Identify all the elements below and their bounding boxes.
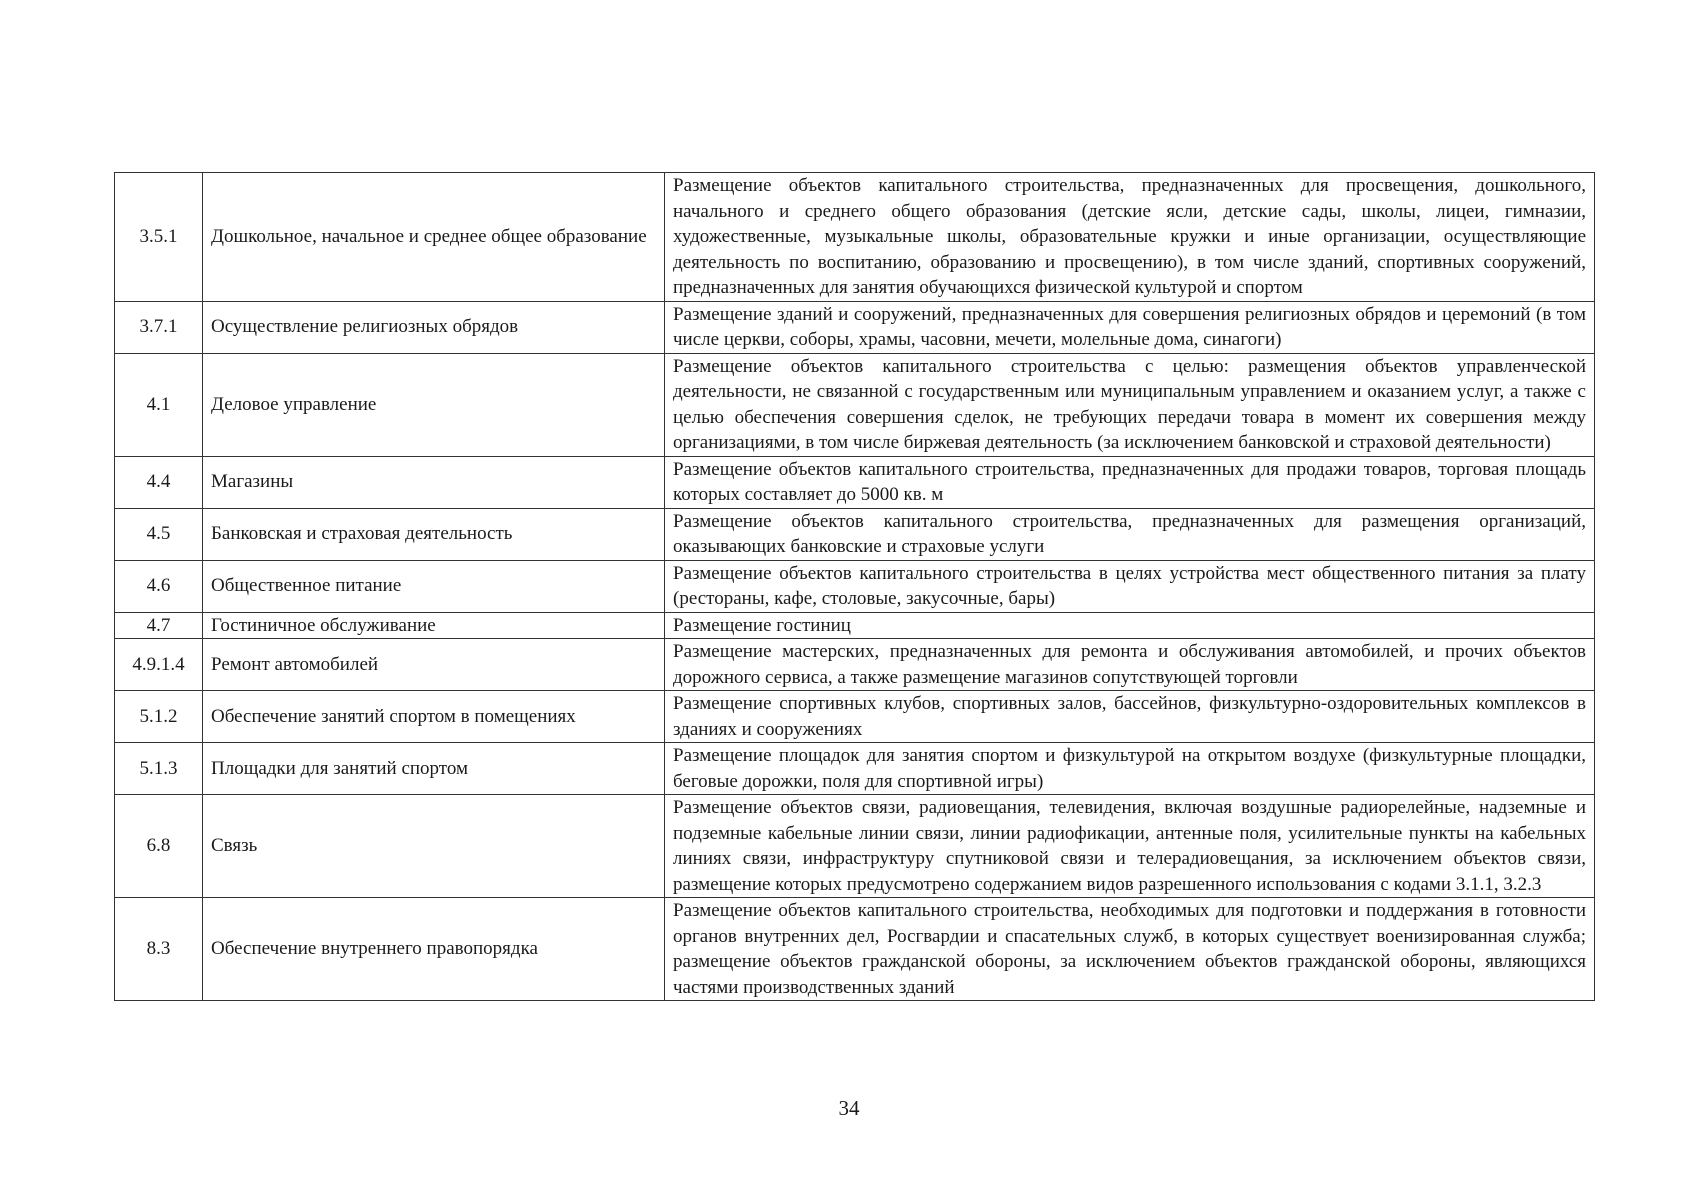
- use-name-cell: Деловое управление: [203, 353, 665, 456]
- table-row: [115, 612, 1595, 639]
- use-name-cell: Связь: [203, 795, 665, 898]
- use-description-cell: Размещение объектов капитального строительства, предназначенных для продажи товаров, торговая площадь которых составляет до 5000 кв. м: [665, 456, 1595, 508]
- use-description-cell: Размещение объектов капитального строительства, предназначенных для просвещения, дошкольного, начального и среднего общего образования (детские ясли, детские сады, школы, лицеи, гимназии, художественные, музыкальные школы, образовательные кружки и иные организации, осуществляющие деятельность по воспитанию, образованию и просвещению), в том числе зданий, спортивных сооружений, предназначенных для занятия обучающихся физической культурой и спортом: [665, 173, 1595, 302]
- use-code-cell: 3.7.1: [115, 301, 203, 353]
- table-row: [115, 301, 1595, 353]
- page-number: 34: [838, 1096, 860, 1120]
- use-name-cell: Банковская и страховая деятельность: [203, 508, 665, 560]
- use-code-cell: 4.4: [115, 456, 203, 508]
- table-row: [115, 639, 1595, 691]
- table-row: [115, 508, 1595, 560]
- table-body: [115, 173, 1595, 1001]
- land-use-table: [114, 172, 1595, 1001]
- use-name-cell: Осуществление религиозных обрядов: [203, 301, 665, 353]
- table-row: [115, 691, 1595, 743]
- use-description-cell: Размещение объектов капитального строительства, предназначенных для размещения организаций, оказывающих банковские и страховые услуги: [665, 508, 1595, 560]
- use-code-cell: 4.9.1.4: [115, 639, 203, 691]
- use-description-cell: Размещение площадок для занятия спортом и физкультурой на открытом воздухе (физкультурные площадки, беговые дорожки, поля для спортивной игры): [665, 743, 1595, 795]
- use-name-cell: Магазины: [203, 456, 665, 508]
- use-name-cell: Обеспечение занятий спортом в помещениях: [203, 691, 665, 743]
- use-code-cell: 4.5: [115, 508, 203, 560]
- use-description-cell: Размещение объектов связи, радиовещания, телевидения, включая воздушные радиорелейные, надземные и подземные кабельные линии связи, линии радиофикации, антенные поля, усилительные пункты на кабельных линиях связи, инфраструктуру спутниковой связи и телерадиовещания, за исключением объектов связи, размещение которых предусмотрено содержанием видов разрешенного использования с кодами 3.1.1, 3.2.3: [665, 795, 1595, 898]
- use-name-cell: Общественное питание: [203, 560, 665, 612]
- table-row: [115, 560, 1595, 612]
- table-row: [115, 743, 1595, 795]
- use-code-cell: 6.8: [115, 795, 203, 898]
- use-description-cell: Размещение гостиниц: [665, 612, 1595, 639]
- use-description-cell: Размещение объектов капитального строительства с целью: размещения объектов управленческой деятельности, не связанной с государственным или муниципальным управлением и оказанием услуг, а также с целью обеспечения совершения сделок, не требующих передачи товара в момент их совершения между организациями, в том числе биржевая деятельность (за исключением банковской и страховой деятельности): [665, 353, 1595, 456]
- use-name-cell: Гостиничное обслуживание: [203, 612, 665, 639]
- table-row: [115, 795, 1595, 898]
- use-description-cell: Размещение спортивных клубов, спортивных залов, бассейнов, физкультурно-оздоровительных комплексов в зданиях и сооружениях: [665, 691, 1595, 743]
- use-code-cell: 4.7: [115, 612, 203, 639]
- use-description-cell: Размещение мастерских, предназначенных для ремонта и обслуживания автомобилей, и прочих объектов дорожного сервиса, а также размещение магазинов сопутствующей торговли: [665, 639, 1595, 691]
- use-code-cell: 4.1: [115, 353, 203, 456]
- table-row: [115, 173, 1595, 302]
- use-code-cell: 5.1.3: [115, 743, 203, 795]
- use-code-cell: 3.5.1: [115, 173, 203, 302]
- table-row: [115, 456, 1595, 508]
- use-name-cell: Ремонт автомобилей: [203, 639, 665, 691]
- table-row: [115, 898, 1595, 1001]
- use-code-cell: 5.1.2: [115, 691, 203, 743]
- use-description-cell: Размещение объектов капитального строительства, необходимых для подготовки и поддержания в готовности органов внутренних дел, Росгвардии и спасательных служб, в которых существует военизированная служба; размещение объектов гражданской обороны, за исключением объектов гражданской обороны, являющихся частями производственных зданий: [665, 898, 1595, 1001]
- use-name-cell: Площадки для занятий спортом: [203, 743, 665, 795]
- use-name-cell: Дошкольное, начальное и среднее общее образование: [203, 173, 665, 302]
- table-row: [115, 353, 1595, 456]
- use-code-cell: 8.3: [115, 898, 203, 1001]
- use-description-cell: Размещение зданий и сооружений, предназначенных для совершения религиозных обрядов и церемоний (в том числе церкви, соборы, храмы, часовни, мечети, молельные дома, синагоги): [665, 301, 1595, 353]
- use-code-cell: 4.6: [115, 560, 203, 612]
- use-description-cell: Размещение объектов капитального строительства в целях устройства мест общественного питания за плату (рестораны, кафе, столовые, закусочные, бары): [665, 560, 1595, 612]
- use-name-cell: Обеспечение внутреннего правопорядка: [203, 898, 665, 1001]
